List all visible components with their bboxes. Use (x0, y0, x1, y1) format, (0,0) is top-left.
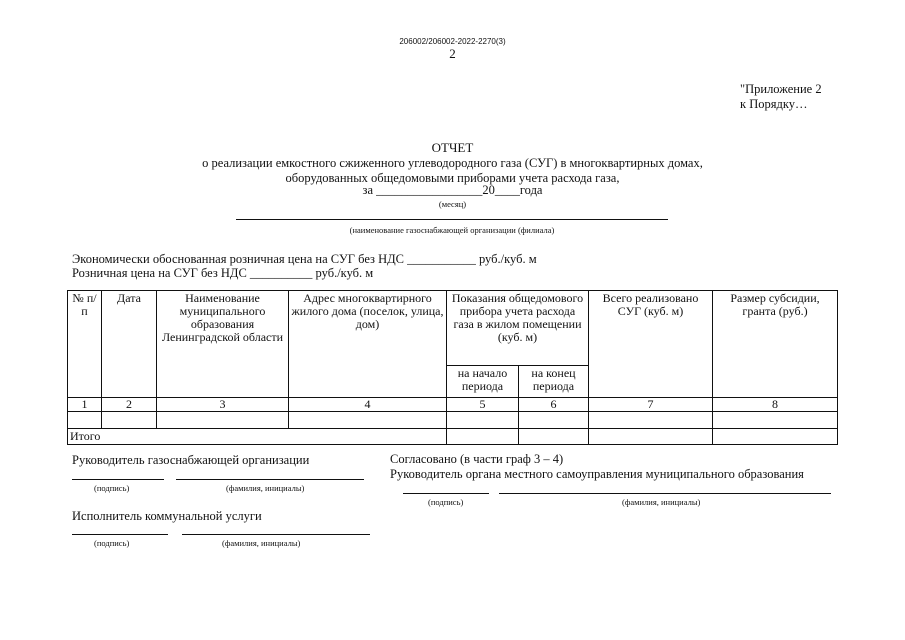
executor-name-line (182, 534, 370, 535)
report-period: за _________________20____года (362, 183, 543, 197)
header-date: Дата (102, 291, 157, 398)
municipal-name-caption: (фамилия, инициалы) (622, 497, 701, 507)
column-number: 7 (589, 398, 713, 412)
table-empty-row (68, 412, 838, 429)
column-number: 3 (157, 398, 289, 412)
retail-price-line: Розничная цена на СУГ без НДС __________ руб./куб. м (72, 266, 374, 280)
appendix-line-1: "Приложение 2 (740, 82, 822, 96)
column-number: 1 (68, 398, 102, 412)
organization-caption: (наименование газоснабжающей организации (филиала) (349, 225, 555, 235)
header-municipality: Наименование муниципального образования Ленинградской области (157, 291, 289, 398)
municipal-name-line (499, 493, 831, 494)
executor-signature-caption: (подпись) (94, 538, 130, 548)
economic-price-line: Экономически обоснованная розничная цена на СУГ без НДС ___________ руб./куб. м (72, 252, 537, 266)
appendix-line-2: к Порядку… (740, 97, 808, 111)
supplier-name-line (176, 479, 364, 480)
header-number: № п/п (68, 291, 102, 398)
column-number: 8 (713, 398, 838, 412)
column-number: 2 (102, 398, 157, 412)
report-table (67, 290, 838, 445)
column-number-row (68, 398, 838, 412)
report-subtitle (0, 156, 905, 185)
supplier-name-caption: (фамилия, инициалы) (226, 483, 305, 493)
header-subsidy: Размер субсидии, гранта (руб.) (713, 291, 838, 398)
municipal-head-label: Руководитель органа местного самоуправления муниципального образования (390, 467, 804, 481)
page-number: 2 (449, 46, 456, 61)
table-header-row (68, 291, 838, 366)
municipal-signature-line (403, 493, 489, 494)
subtitle-line-2: оборудованных общедомовыми приборами учета расхода газа, (285, 170, 620, 185)
header-period-start: на начало периода (447, 366, 519, 398)
header-meter-readings: Показания общедомового прибора учета расхода газа в жилом помещении (куб. м) (447, 291, 589, 366)
total-label: Итого (68, 429, 447, 445)
table-total-row (68, 429, 838, 445)
municipal-signature-caption: (подпись) (428, 497, 464, 507)
report-title: ОТЧЕТ (431, 140, 474, 155)
executor-label: Исполнитель коммунальной услуги (72, 509, 262, 523)
supplier-signature-caption: (подпись) (94, 483, 130, 493)
organization-name-line (236, 219, 668, 220)
header-address: Адрес многоквартирного жилого дома (поселок, улица, дом) (289, 291, 447, 398)
header-total-sold: Всего реализовано СУГ (куб. м) (589, 291, 713, 398)
header-period-end: на конец периода (519, 366, 589, 398)
document-code: 206002/206002-2022-2270(3) (399, 37, 506, 46)
column-number: 6 (519, 398, 589, 412)
month-caption: (месяц) (438, 199, 467, 209)
executor-signature-line (72, 534, 168, 535)
executor-name-caption: (фамилия, инициалы) (222, 538, 301, 548)
subtitle-line-1: о реализации емкостного сжиженного углеводородного газа (СУГ) в многоквартирных домах, (202, 156, 703, 170)
supplier-head-label: Руководитель газоснабжающей организации (72, 453, 310, 467)
appendix-reference (740, 82, 860, 112)
column-number: 5 (447, 398, 519, 412)
column-number: 4 (289, 398, 447, 412)
supplier-signature-line (72, 479, 164, 480)
agreed-label: Согласовано (в части граф 3 – 4) (390, 452, 564, 466)
